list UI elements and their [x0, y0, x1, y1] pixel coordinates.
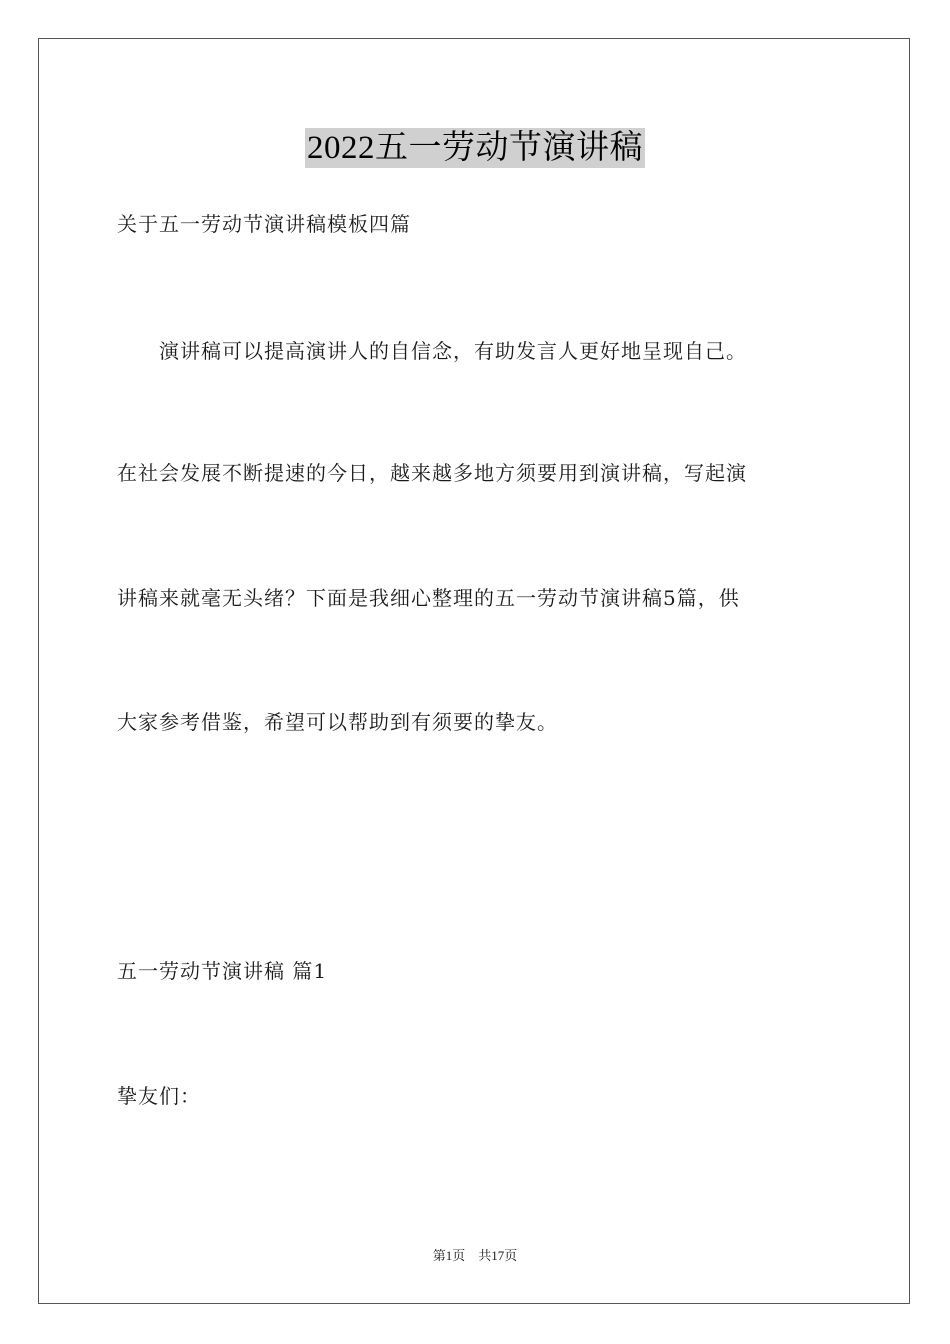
page-number-footer: 第1页 共17页 — [432, 1248, 518, 1263]
title-container — [0, 128, 950, 168]
section-heading: 五一劳动节演讲稿 篇1 — [117, 959, 328, 983]
paragraph-line-4: 大家参考借鉴，希望可以帮助到有须要的挚友。 — [117, 710, 558, 734]
paragraph-line-2: 在社会发展不断提速的今日，越来越多地方须要用到演讲稿，写起演 — [117, 461, 747, 485]
document-title: 2022五一劳动节演讲稿 — [307, 130, 643, 166]
paragraph-line-1: 演讲稿可以提高演讲人的自信念，有助发言人更好地呈现自己。 — [117, 339, 747, 363]
document-subtitle: 关于五一劳动节演讲稿模板四篇 — [117, 212, 411, 236]
greeting-line: 挚友们： — [117, 1084, 201, 1108]
paragraph-line-3: 讲稿来就毫无头绪？下面是我细心整理的五一劳动节演讲稿5篇，供 — [117, 586, 740, 610]
